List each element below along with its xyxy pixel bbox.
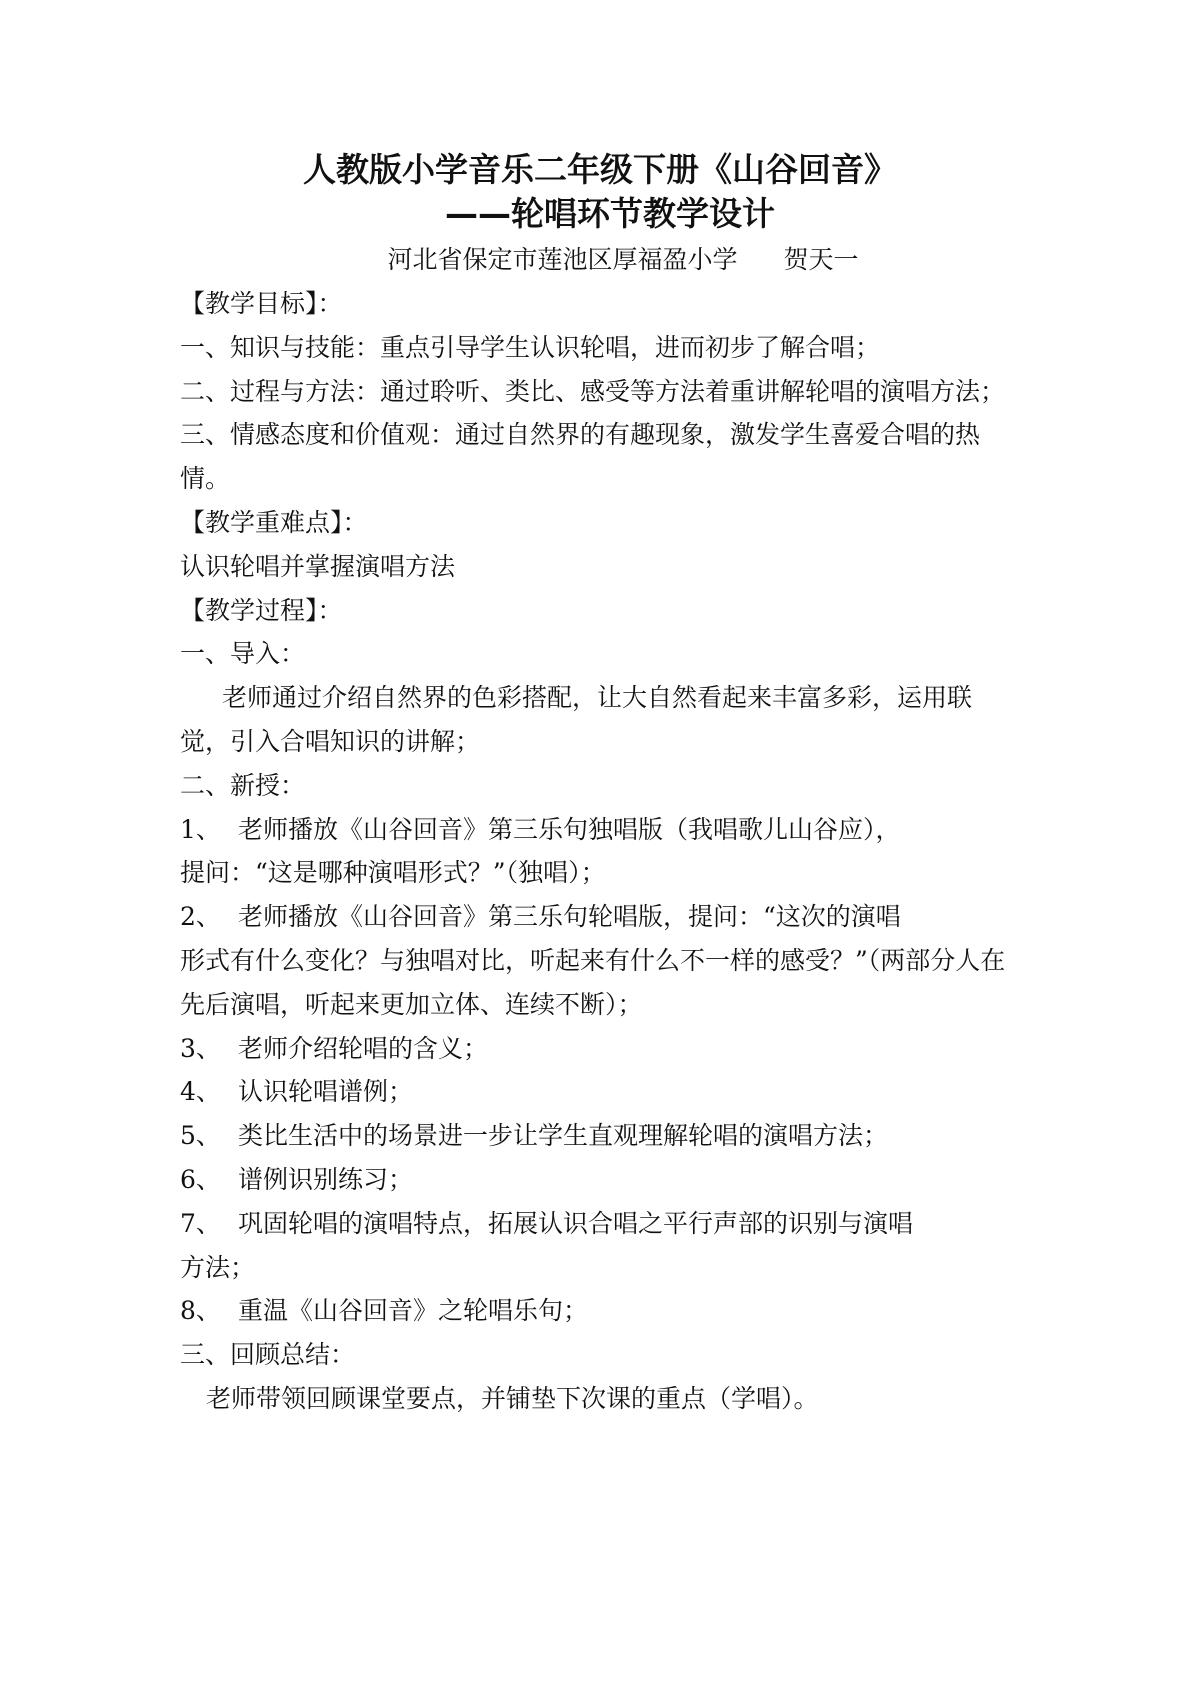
doc-title: 人教版小学音乐二年级下册《山谷回音》 xyxy=(303,150,897,189)
steps-list xyxy=(180,808,1020,1334)
goal-1: 一、知识与技能：重点引导学生认识轮唱，进而初步了解合唱； xyxy=(180,332,881,362)
step-text: 老师介绍轮唱的含义； xyxy=(238,1033,489,1063)
step-text: 认识轮唱谱例； xyxy=(238,1077,414,1107)
step-text: 老师播放《山谷回音》第三乐句轮唱版，提问：“这次的演唱 xyxy=(238,902,901,932)
step-number: 7、 xyxy=(180,1208,221,1238)
key-points-heading: 【教学重难点】： xyxy=(180,507,368,537)
goals-heading: 【教学目标】： xyxy=(180,289,343,318)
intro-heading: 一、导入： xyxy=(180,639,306,669)
list-item xyxy=(180,808,1020,896)
list-item xyxy=(180,1070,1020,1114)
process-heading: 【教学过程】： xyxy=(180,595,343,625)
step-number: 3、 xyxy=(180,1033,221,1063)
step-text-cont: 方法； xyxy=(180,1252,256,1282)
list-item xyxy=(180,1202,1020,1290)
step-text: 类比生活中的场景进一步让学生直观理解轮唱的演唱方法； xyxy=(238,1121,889,1151)
step-text-cont: 提问：“这是哪种演唱形式？”（独唱）； xyxy=(180,858,606,888)
step-text-cont: 形式有什么变化？与独唱对比，听起来有什么不一样的感受？”（两部分人在先后演唱，听起来更加立体、连续不断）； xyxy=(180,945,1006,1019)
step-text: 巩固轮唱的演唱特点，拓展认识合唱之平行声部的识别与演唱 xyxy=(238,1208,914,1238)
byline-author: 贺天一 xyxy=(783,245,859,274)
step-number: 6、 xyxy=(180,1164,221,1194)
list-item xyxy=(180,895,1020,1026)
review-heading: 三、回顾总结： xyxy=(180,1340,356,1370)
doc-subtitle: ——轮唱环节教学设计 xyxy=(445,194,775,233)
step-text: 谱例识别练习； xyxy=(238,1164,414,1194)
list-item xyxy=(180,1027,1020,1071)
goal-2: 二、过程与方法：通过聆听、类比、感受等方法着重讲解轮唱的演唱方法； xyxy=(180,376,1006,406)
step-number: 5、 xyxy=(180,1121,221,1151)
step-text: 重温《山谷回音》之轮唱乐句； xyxy=(238,1296,589,1326)
step-number: 8、 xyxy=(180,1296,221,1326)
document-page xyxy=(180,148,1020,1421)
step-number: 1、 xyxy=(180,814,221,844)
byline-school: 河北省保定市莲池区厚福盈小学 xyxy=(387,245,738,274)
new-heading: 二、新授： xyxy=(180,770,306,800)
list-item xyxy=(180,1289,1020,1333)
list-item xyxy=(180,1158,1020,1202)
step-number: 4、 xyxy=(180,1077,221,1107)
step-number: 2、 xyxy=(180,902,221,932)
list-item xyxy=(180,1114,1020,1158)
goal-3: 三、情感态度和价值观：通过自然界的有趣现象，激发学生喜爱合唱的热情。 xyxy=(180,420,981,494)
step-text: 老师播放《山谷回音》第三乐句独唱版（我唱歌儿山谷应）， xyxy=(238,814,901,844)
byline xyxy=(226,238,1020,282)
key-points-text: 认识轮唱并掌握演唱方法 xyxy=(180,551,456,581)
intro-text: 老师通过介绍自然界的色彩搭配，让大自然看起来丰富多彩，运用联觉，引入合唱知识的讲解； xyxy=(180,683,973,756)
review-text: 老师带领回顾课堂要点，并铺垫下次课的重点（学唱）。 xyxy=(206,1383,819,1413)
